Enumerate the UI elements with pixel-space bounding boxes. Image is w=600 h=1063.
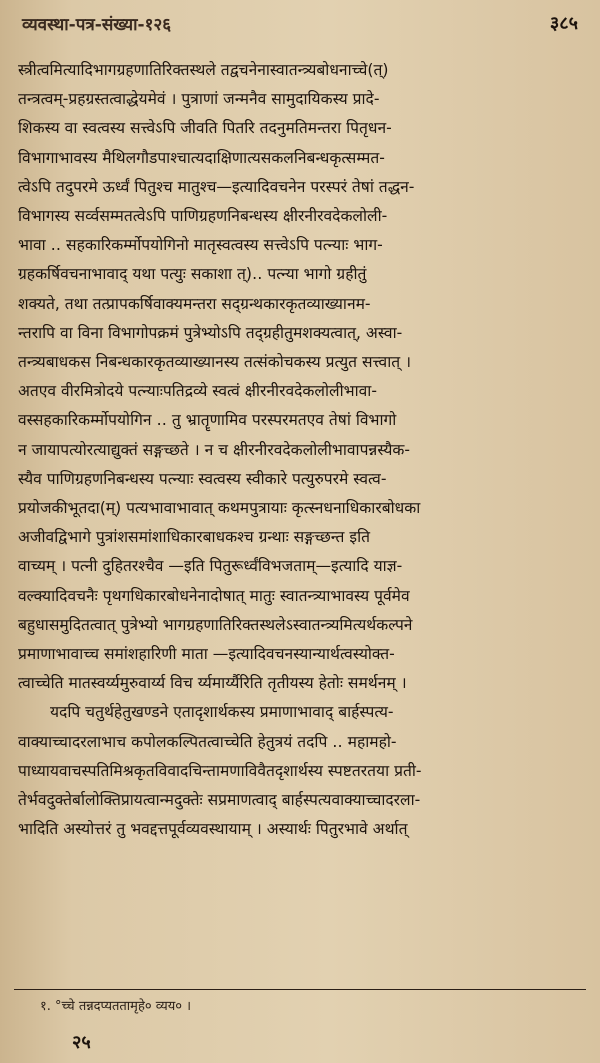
body-text: [18, 56, 586, 844]
text-line: ग्रहकर्षिवचनाभावाद् यथा पत्युः सकाशा त्)‥ पत्न्या भागो ग्रहीतुं: [18, 265, 367, 284]
text-line: न्तरापि वा विना विभागोपक्रमं पुत्रेभ्योऽपि तद्ग्रहीतुमशक्यत्वात्, अस्वा-: [18, 323, 403, 342]
text-line: विभागस्य सर्व्वसम्मतत्वेऽपि पाणिग्रहणनिबन्धस्य क्षीरनीरवदेकलोली-: [18, 207, 388, 226]
text-line: वाक्याच्चादरलाभाच कपोलकल्पितत्वाच्चेति हेतुत्रयं तदपि ‥ महामहो-: [18, 732, 397, 751]
text-line: शक्यते, तथा तत्प्रापकर्षिवाक्यमन्तरा सद्ग्रन्थकारकृतव्याख्यानम-: [18, 294, 371, 313]
text-line: वल्क्यादिवचनैः पृथगधिकारबोधनेनादोषात् मातुः स्वातन्त्र्याभावस्य पूर्वमेव: [18, 586, 410, 605]
text-line: न जायापत्योरत्याद्युक्तं सङ्गच्छते । न च क्षीरनीरवदेकलोलीभावापन्नस्यैक-: [18, 440, 411, 459]
page-header: [22, 10, 578, 36]
text-line: अजीवद्विभागे पुत्रांशसमांशाधिकारबाधकश्च ग्रन्थाः सङ्गच्छन्त इति: [18, 528, 370, 547]
page-number: ३८५: [549, 13, 578, 34]
text-line: विभागाभावस्य मैथिलगौडपाश्चात्यदाक्षिणात्यसकलनिबन्धकृत्सम्मत-: [18, 148, 385, 167]
footnote: १. °च्चे तन्नदप्यततामृहे० व्यय० ।: [40, 999, 192, 1014]
text-line: शिकस्य वा स्वत्वस्य सत्त्वेऽपि जीवति पितरि तदनुमतिमन्तरा पितृधन-: [18, 119, 392, 138]
footnote-divider: [14, 989, 586, 990]
text-line: त्वाच्चेति मातस्वर्य्यमुरुवार्य्य विच र्य्यमार्य्यैरिति तृतीयस्य हेतोः समर्थनम् ।: [18, 674, 407, 693]
text-line: तेर्भवदुक्तेर्बालोक्तिप्रायत्वान्मदुक्तेः सप्रमाणत्वाद् बार्हस्पत्यवाक्याच्चादरला-: [18, 791, 421, 810]
text-line: यदपि चतुर्थहेतुखण्डने एतादृशार्थकस्य प्रमाणाभावाद् बार्हस्पत्य-: [50, 703, 394, 722]
text-line: प्रयोजकीभूतदा(म्) पत्यभावाभावात् कथमपुत्रायाः कृत्स्नधनाधिकारबोधका: [18, 499, 421, 518]
text-line: वाच्यम् । पत्नी दुहितरश्चैव —इति पितुरूर्ध्वंविभजताम्—इत्यादि याज्ञ-: [18, 557, 403, 576]
text-line: स्त्रीत्वमित्यादिभागग्रहणातिरिक्तस्थले तद्वचनेनास्वातन्त्र्यबोधनाच्चे(त्): [18, 61, 389, 79]
text-line: पाध्यायवाचस्पतिमिश्रकृतविवादचिन्तामणाविवैतदृशार्थस्य स्पष्टतरतया प्रती-: [18, 761, 422, 780]
text-line: वस्सहकारिकर्म्मोपयोगिन ‥ तु भ्रातॄणामिव परस्परमतएव तेषां विभागो: [18, 411, 397, 430]
signature-mark: २५: [72, 1032, 91, 1053]
text-line: तन्त्र्यबाधकस निबन्धकारकृतव्याख्यानस्य तत्संकोचकस्य प्रत्युत सत्त्वात् ।: [18, 353, 411, 372]
text-line: प्रमाणाभावाच्च समांशहारिणी माता —इत्यादिवचनस्यान्यार्थत्वस्योक्त-: [18, 645, 395, 664]
text-line: भादिति अस्योत्तरं तु भवद्दत्तपूर्वव्यवस्थायाम् । अस्यार्थः पितुरभावे अर्थात्: [18, 820, 408, 839]
running-head: व्यवस्था-पत्र-संख्या-१२६: [22, 14, 172, 35]
text-line: अतएव वीरमित्रोदये पत्न्याःपतिद्रव्ये स्वत्वं क्षीरनीरवदेकलोलीभावा-: [18, 382, 377, 401]
text-line: बहुधासमुदितत्वात् पुत्रेभ्यो भागग्रहणातिरिक्तस्थलेऽस्वातन्त्र्यमित्यर्थकल्पने: [18, 615, 413, 634]
text-line: त्वेऽपि तदुपरमे ऊर्ध्वं पितुश्च मातुश्च—इत्यादिवचनेन परस्परं तेषां तद्धन-: [18, 177, 415, 196]
text-line: स्यैव पाणिग्रहणनिबन्धस्य पत्न्याः स्वत्वस्य स्वीकारे पत्युरुपरमे स्वत्व-: [18, 469, 387, 488]
text-line: तन्त्रत्वम्-प्रहग्रस्तत्वाद्धेयमेवं । पुत्राणां जन्मनैव सामुदायिकस्य प्रादे-: [18, 90, 380, 109]
text-line: भावा ‥ सहकारिकर्म्मोपयोगिनो मातृस्वत्वस्य सत्त्वेऽपि पत्न्याः भाग-: [18, 236, 383, 255]
